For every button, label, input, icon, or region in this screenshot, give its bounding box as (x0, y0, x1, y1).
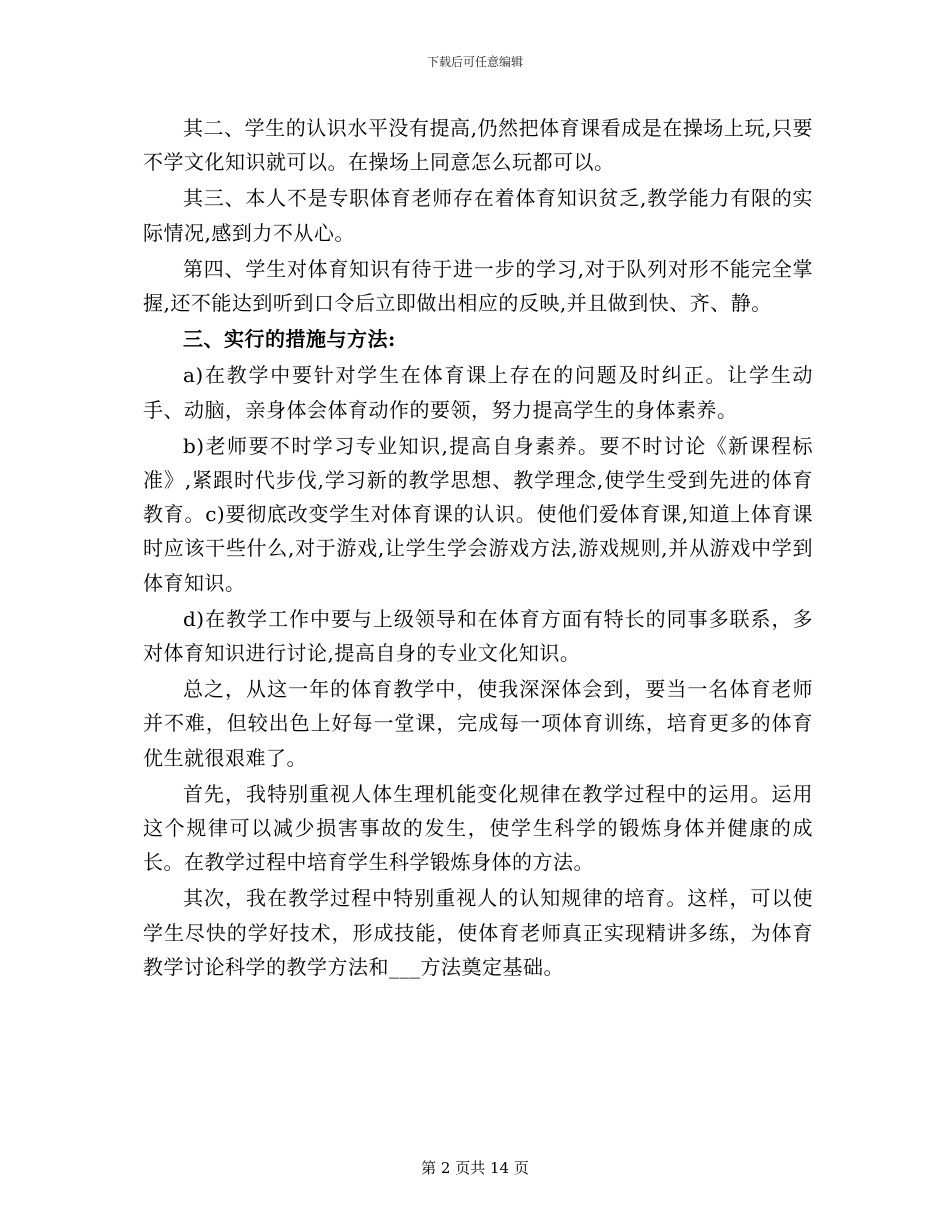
section-heading: 三、实行的措施与方法: (183, 327, 396, 352)
paragraph-measure-a: a)在教学中要针对学生在体育课上存在的问题及时纠正。让学生动手、动脑，亲身体会体育动作的要领，努力提高学生的身体素养。 (143, 363, 813, 422)
paragraph-measure-b-c: b)老师要不时学习专业知识,提高自身素养。要不时讨论《新课程标准》,紧跟时代步伐,学习新的教学思想、教学理念,使学生受到先进的体育教育。c)要彻底改变学生对体育课的认识。使他们爱体育课,知道上体育课时应该干些什么,对于游戏,让学生学会游戏方法,游戏规则,并从游戏中学到体育知识。 (143, 433, 813, 595)
page-indicator: 第 2 页共 14 页 (421, 1159, 529, 1177)
paragraph-measure-d: d)在教学工作中要与上级领导和在体育方面有特长的同事多联系，多对体育知识进行讨论,提高自身的专业文化知识。 (143, 606, 813, 666)
paragraph-point-two: 其二、学生的认识水平没有提高,仍然把体育课看成是在操场上玩,只要不学文化知识就可以。在操场上同意怎么玩都可以。 (143, 116, 813, 175)
paragraph-summary: 总之，从这一年的体育教学中，使我深深体会到，要当一名体育老师并不难，但较出色上好每一堂课，完成每一项体育训练，培育更多的体育优生就很艰难了。 (143, 677, 813, 770)
document-body (143, 111, 813, 986)
header-note: 下载后可任意编辑 (426, 55, 523, 69)
paragraph-point-four: 第四、学生对体育知识有待于进一步的学习,对于队列对形不能完全掌握,还不能达到听到口令后立即做出相应的反映,并且做到快、齐、静。 (143, 256, 813, 316)
paragraph-first: 首先，我特别重视人体生理机能变化规律在教学过程中的运用。运用这个规律可以减少损害事故的发生，使学生科学的锻炼身体并健康的成长。在教学过程中培育学生科学锻炼身体的方法。 (143, 781, 813, 875)
paragraph-point-three: 其三、本人不是专职体育老师存在着体育知识贫乏,教学能力有限的实际情况,感到力不从心。 (143, 186, 813, 245)
paragraph-second: 其次，我在教学过程中特别重视人的认知规律的培育。这样，可以使学生尽快的学好技术，形成技能，使体育老师真正实现精讲多练，为体育教学讨论科学的教学方法和___方法奠定基础。 (143, 886, 813, 979)
